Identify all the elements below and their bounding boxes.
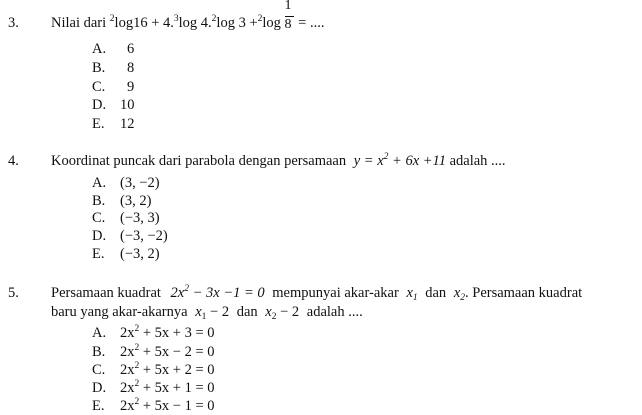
question-number: 3. [8,15,19,31]
option-letter: B. [92,60,106,76]
option-letter: E. [92,398,105,414]
option-text: (−3, 3) [120,210,160,226]
question-stem [51,0,325,32]
option-letter: D. [92,380,107,396]
option-text: $2x^2 + 5x - 1 = 0$ [120,397,215,414]
option-text: (−3, 2) [120,246,160,262]
option-text: 12 [120,116,135,132]
option-letter: D. [92,97,107,113]
question-text-tail: adalah .... [449,153,506,169]
question-stem-line-2: baru yang akar-akarnya $x_1 - 2$ dan $x_2 - 2$ adalah .... [51,304,363,322]
log-expression: $^2$log16 + 4.$^3$log 4.$^2$log 3 +$^2$log $\frac{1}{8}$ = .... [109,0,325,32]
option-letter: A. [92,41,107,57]
option-text: 10 [120,97,135,113]
option-letter: A. [92,175,107,191]
option-letter: C. [92,362,106,378]
root-x1: $x_1$ [406,285,418,303]
root-x2: $x_2$ [453,285,465,303]
option-text: 6 [127,41,135,57]
question-stem-line-1: Persamaan kuadrat $2x^2 - 3x -1 = 0$ mempunyai akar-akar $x_1$ dan $x_2$. Persamaan kuadrat [51,284,583,303]
option-text: 8 [127,60,135,76]
question-number: 5. [8,285,19,301]
option-letter: E. [92,116,105,132]
question-text: Koordinat puncak dari parabola dengan persamaan [51,153,347,169]
new-root-2: $x_2 - 2$ [265,304,300,322]
option-letter: A. [92,325,107,341]
option-text: $2x^2 + 5x + 2 = 0$ [120,361,215,378]
fraction: $\frac{1}{8}$ [284,0,292,32]
option-letter: D. [92,228,107,244]
equation: $y = x^2 + 6x +11$ [353,152,446,169]
option-letter: B. [92,344,106,360]
option-letter: E. [92,246,105,262]
option-text: $2x^2 + 5x + 3 = 0$ [120,324,215,341]
question-number: 4. [8,153,19,169]
option-text: 9 [127,79,135,95]
option-text: $2x^2 + 5x - 2 = 0$ [120,343,215,360]
option-text: $2x^2 + 5x + 1 = 0$ [120,379,215,396]
option-letter: C. [92,79,106,95]
option-letter: B. [92,193,106,209]
question-stem [51,153,506,170]
question-text: Nilai dari [51,15,107,31]
option-text: (3, 2) [120,193,152,209]
option-text: (−3, −2) [120,228,168,244]
option-letter: C. [92,210,106,226]
option-text: (3, −2) [120,175,160,191]
new-root-1: $x_1 - 2$ [195,304,230,322]
equation: $2x^2 - 3x -1 = 0$ [170,284,265,301]
